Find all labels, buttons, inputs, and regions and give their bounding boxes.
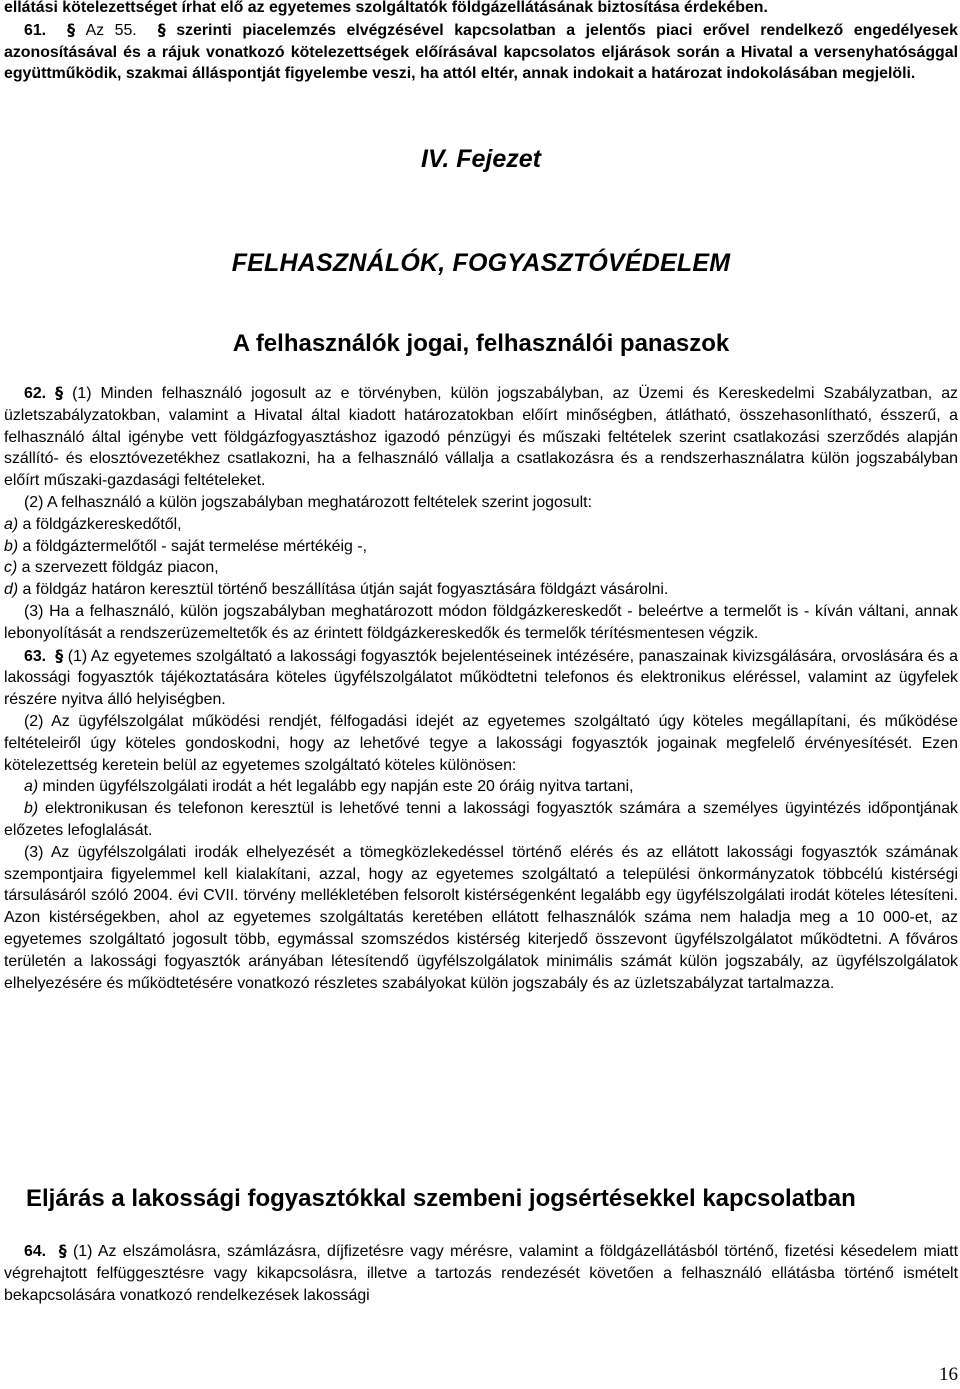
paragraph-63-2: (2) Az ügyfélszolgálat működési rendjét, félfogadási idejét az egyetemes szolgáltató úgy köteles megállapítani, és működése feltételeiről úgy köteles gondoskodni, hogy az lehetővé tegye a lakossági fogyasztók jogainak megfelelő érvényesítését. Ezen kötelezettség keretein belül az egyetemes szolgáltató köteles különösen: [4, 712, 958, 774]
list-label: b) [4, 537, 19, 555]
continued-line: ellátási kötelezettséget írhat elő az egyetemes szolgáltatók földgázellátásának biztosítása érdekében. [4, 0, 768, 16]
list-label: d) [4, 581, 19, 599]
list-item-c [4, 557, 958, 579]
list-text: a földgáz határon keresztül történő beszállítása útján saját fogyasztására földgázt vásárolni. [18, 581, 669, 599]
section-title: Eljárás a lakossági fogyasztókkal szembeni jogsértésekkel kapcsolatban [26, 1185, 856, 1212]
paragraph-63-1 [4, 645, 958, 711]
list-text: a szervezett földgáz piacon, [17, 559, 219, 577]
list-text: a földgázkereskedőtől, [18, 515, 182, 533]
body-block [4, 382, 958, 994]
paragraph-number: 63. [24, 647, 47, 665]
paragraph-64-1 [4, 1240, 958, 1306]
list-label: c) [4, 559, 18, 577]
list-label: a) [24, 778, 39, 796]
paragraph-text: (1) Az elszámolásra, számlázásra, díjfizetésre vagy mérésre, valamint a földgázellátásból történő, fizetési késedelem miatt végrehajtott felfüggesztésre vagy kikapcsolásra, illetve a tartozás rendezését követően a felhasználó ellátásba történő ismételt bekapcsolására vonatkozó rendelkezések lakossági [4, 1243, 958, 1304]
section-title: A felhasználók jogai, felhasználói panaszok [232, 330, 730, 357]
paragraph-number: 64. [24, 1243, 47, 1260]
section-symbol: § [55, 383, 64, 402]
paragraph-number: 61. [24, 21, 47, 39]
paragraph-number: 62. [24, 385, 47, 402]
list-label: a) [4, 515, 19, 533]
top-block [4, 0, 958, 85]
paragraph-61 [4, 19, 958, 85]
paragraph-62-3: (3) Ha a felhasználó, külön jogszabályban meghatározott módon földgázkereskedőt - beleértve a termelőt is - kíván váltani, annak lebonyolítását a rendszerüzemeltetők és az érintett földgázkereskedők és termelők térítésmentesen végzik. [4, 602, 958, 642]
paragraph-62-1 [4, 382, 958, 492]
section-symbol: § [55, 645, 64, 665]
chapter-title: FELHASZNÁLÓK, FOGYASZTÓVÉDELEM [231, 249, 731, 277]
section-symbol: § [67, 19, 76, 39]
paragraph-text: (1) Az egyetemes szolgáltató a lakossági fogyasztók bejelentéseinek intézésére, panaszainak kivizsgálására, orvoslására és a lakossági fogyasztók tájékoztatására köteles ügyfélszolgálatot működtetni telefonos és elektronikus eléréssel, valamint az ügyfelek részére nyitva álló helyiségben. [4, 647, 958, 709]
section-symbol: § [58, 1241, 67, 1260]
list-text: elektronikusan és telefonon keresztül is lehetővé tenni a lakossági fogyasztók számára a személyes ügyintézés időpontjának előzetes lefoglalását. [4, 800, 958, 839]
list-item-b [4, 798, 958, 842]
paragraph-63-3: (3) Az ügyfélszolgálati irodák elhelyezését a tömegközlekedéssel történő elérés és az ellátott lakossági fogyasztók számának szempontjaira figyelemmel kell kialakítani, azzal, hogy az egyetemes szolgáltató a települési önkormányzatok többcélú kistérségi társulásáról szóló 2004. évi CVII. törvény mellékletében felsorolt kistérségenként legalább egy ügyfélszolgálati irodát köteles létesíteni. Azon kistérségekben, ahol az egyetemes szolgáltatás keretében ellátott felhasználók száma nem haladja meg a 10 000-et, az egyetemes szolgáltató jogosult több, egymással szomszédos kistérség kiterjedő összevont ügyfélszolgálatot működtetni. A főváros területén a lakossági fogyasztók arányában létesítendő ügyfélszolgálatok minimális számát külön jogszabály, az ügyfélszolgálatok elhelyezésére és működtetésére vonatkozó részletes szabályokat külön jogszabály és az üzletszabályzat tartalmazza. [4, 843, 958, 992]
list-text: a földgáztermelőtől - saját termelése mértékéig -, [18, 537, 367, 555]
list-item-b [4, 536, 958, 558]
list-text: minden ügyfélszolgálati irodát a hét legalább egy napján este 20 óráig nyitva tartani, [38, 778, 634, 796]
chapter-number: IV. Fejezet [421, 145, 541, 173]
paragraph-62-2: (2) A felhasználó a külön jogszabályban meghatározott feltételek szerint jogosult: [24, 493, 592, 511]
list-item-a [4, 776, 958, 798]
section-symbol: § [157, 19, 166, 39]
list-item-d [4, 579, 958, 601]
body-block [4, 1240, 958, 1306]
page-number: 16 [939, 1364, 958, 1385]
list-label: b) [24, 800, 39, 818]
paragraph-61-text: szerinti piacelemzés elvégzésével kapcsolatban a jelentős piaci erővel rendelkező engedélyesek azonosításával és a rájuk vonatkozó kötelezettségek előírásával kapcsolatos eljárások során a Hivatal a versenyhatósággal együttműködik, szakmai álláspontját figyelembe veszi, ha attól eltér, annak indokait a határozat indokolásában megjelöli. [4, 21, 958, 83]
paragraph-61-az: Az 55. [85, 21, 137, 39]
list-item-a [4, 514, 958, 536]
paragraph-text: (1) Minden felhasználó jogosult az e törvényben, külön jogszabályban, az Üzemi és Kereskedelmi Szabályzatban, az üzletszabályzatokban, valamint a Hivatal által kiadott határozatokban előírt minőségben, átlátható, összehasonlítható, ésszerű, a felhasználó által igénybe vett földgázfogyasztáshoz igazodó pénzügyi és műszaki feltételek szerint csatlakozási szerződés alapján szállító- és elosztóvezetékhez csatlakozni, ha a felhasználó vállalja a csatlakozásra és a rendszerhasználatra külön jogszabályban előírt műszaki-gazdasági feltételeket. [4, 385, 959, 490]
